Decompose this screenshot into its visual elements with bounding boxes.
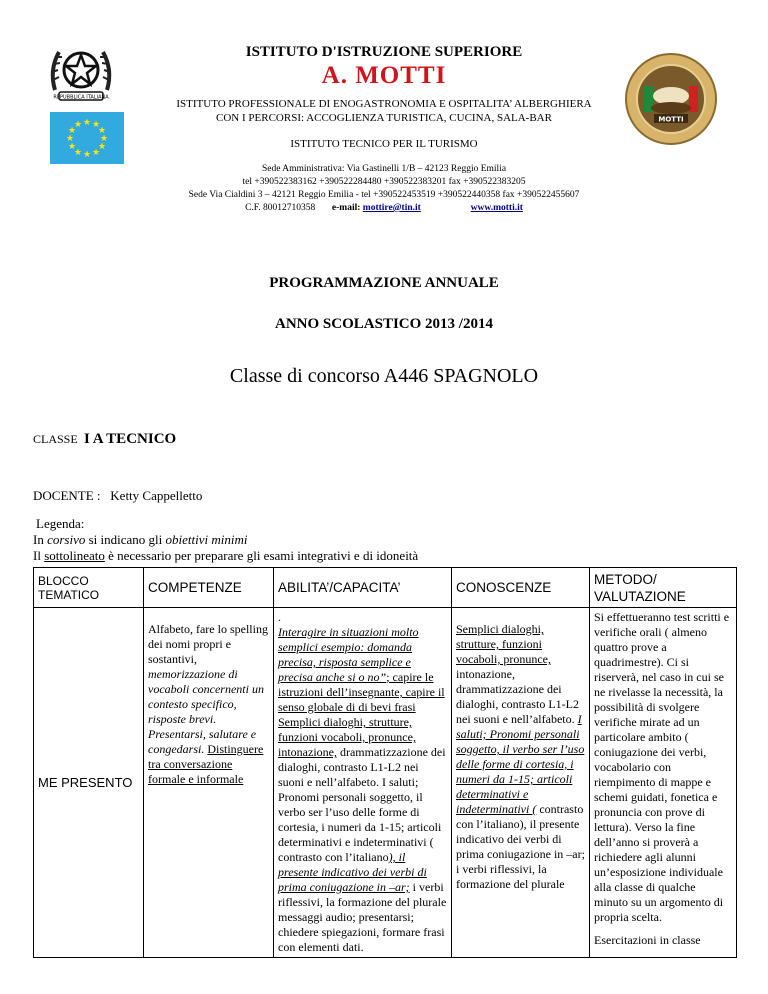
email-label: e-mail: (331, 203, 361, 213)
svg-text:★: ★ (82, 118, 92, 128)
website-link[interactable]: www.motti.it (470, 203, 523, 213)
svg-text:★: ★ (91, 120, 101, 130)
svg-text:REPUBBLICA ITALIANA: REPUBBLICA ITALIANA (53, 94, 109, 101)
address-line2: tel +390522383162 +390522284480 +390522383201 fax +390522383205 (242, 177, 526, 187)
table-row (34, 608, 737, 958)
legenda-line2: Il sottolineato è necessario per preparare gli esami integrativi e di idoneità (33, 548, 419, 563)
school-type: ISTITUTO D'ISTRUZIONE SUPERIORE (245, 44, 523, 60)
anno-scolastico: ANNO SCOLASTICO 2013 /2014 (275, 316, 493, 332)
metodo-cell: Si effettueranno test scritti e verifiche orali ( almeno quattro prove a quadrimestre). Ci si riserverà, nel caso in cui se ne rivelasse la necessità, la possibilità di svolgere verifiche mirate ad un particolare ambito ( coniugazione dei verbi, vocabolario con riempimento di mappe e schemi guidati, fonetica e pronuncia con prove di lettura). Verso la fine dell’anno si proverà a richiedere agli alunni un’esposizione individuale alla classe di qualche minuto su un argomento di propria scelta. Esercitazioni in classe (590, 608, 737, 958)
address-line3: Sede Via Cialdini 3 – 42121 Reggio Emilia - tel +390522453519 +390522440358 fax +390522455607 (188, 190, 580, 200)
school-name: A. MOTTI (321, 62, 447, 89)
contact-line (0, 202, 768, 215)
blocco-cell: ME PRESENTO (34, 608, 144, 958)
classe-label: CLASSE (33, 432, 78, 446)
conoscenze-cell: Semplici dialoghi, strutture, funzioni vocaboli, pronunce, intonazione, drammatizzazione dei dialoghi, contrasto L1-L2 nei suoni e nell’alfabeto. I saluti; Pronomi personali soggetto, il verbo ser l’uso delle forme di cortesia, i numeri da 1-15; articoli determinativi e indeterminativi ( contrasto con l’italiano), il presente indicativo dei verbi di prima coniugazione in –ar; i verbi riflessivi, la formazione del plurale (452, 608, 590, 958)
programmazione-title: PROGRAMMAZIONE ANNUALE (269, 275, 499, 291)
legenda-title: Legenda: (36, 516, 85, 531)
svg-text:★: ★ (65, 134, 75, 144)
header-conoscenze: CONOSCENZE (452, 568, 590, 608)
email-link[interactable]: mottire@tin.it (362, 203, 421, 213)
svg-text:★: ★ (97, 142, 107, 152)
classe-line (33, 431, 176, 448)
legenda-line1: In corsivo si indicano gli obiettivi minimi (33, 532, 248, 547)
seal-text: MOTTI (658, 115, 684, 124)
docente-label: DOCENTE : (33, 488, 101, 503)
header-line1: ISTITUTO PROFESSIONALE DI ENOGASTRONOMIA E OSPITALITA’ ALBERGHIERA (176, 98, 592, 110)
programmazione-table (33, 567, 737, 958)
abilita-cell: . Interagire in situazioni molto semplici esempio: domanda precisa, risposta semplice e precisa anche si o no”; capire le istruzioni dell’insegnante, capire il senso globale di di bevi frasi Semplici dialoghi, strutture, funzioni vocaboli, pronunce, intonazione, drammatizzazione dei dialoghi, contrasto L1-L2 nei suoni e nell’alfabeto. I saluti; Pronomi personali soggetto, il verbo ser l’uso delle forme di cortesia, i numeri da 1-15; articoli determinativi e indeterminativi ( contrasto con l’italiano), il presente indicativo dei verbi di prima coniugazione in –ar; i verbi riflessivi, la formazione del plurale messaggi audio; presentarsi; chiedere spiegazioni, formare frasi con elementi dati. (274, 608, 452, 958)
svg-text:★: ★ (99, 134, 109, 144)
classe-value: I A TECNICO (83, 431, 177, 447)
docente-value: Ketty Cappelletto (110, 488, 203, 503)
header-abilita: ABILITA’/CAPACITA’ (274, 568, 452, 608)
svg-text:★: ★ (73, 148, 83, 158)
header-blocco: BLOCCO TEMATICO (34, 568, 144, 608)
svg-text:★: ★ (82, 150, 92, 160)
fiscal-code: C.F. 80012710358 (245, 203, 316, 213)
svg-text:★: ★ (67, 142, 77, 152)
classe-concorso: Classe di concorso A446 SPAGNOLO (229, 365, 539, 387)
table-header-row (34, 568, 737, 608)
header-competenze: COMPETENZE (144, 568, 274, 608)
address-line1: Sede Amministrativa: Via Gastinelli 1/B – 42123 Reggio Emilia (261, 164, 507, 174)
svg-text:★: ★ (91, 148, 101, 158)
docente-line (33, 488, 202, 504)
competenze-cell: Alfabeto, fare lo spelling dei nomi propri e sostantivi, memorizzazione di vocaboli concernenti un contesto specifico, risposte brevi. Presentarsi, salutare e congedarsi. Distinguere tra conversazione formale e informale (144, 608, 274, 958)
header-line2: CON I PERCORSI: ACCOGLIENZA TURISTICA, CUCINA, SALA-BAR (216, 112, 552, 124)
svg-text:★: ★ (73, 120, 83, 130)
svg-text:★: ★ (97, 126, 107, 136)
header-metodo: METODO/ VALUTAZIONE (590, 568, 737, 608)
svg-text:★: ★ (67, 126, 77, 136)
header-line3: ISTITUTO TECNICO PER IL TURISMO (290, 138, 478, 150)
